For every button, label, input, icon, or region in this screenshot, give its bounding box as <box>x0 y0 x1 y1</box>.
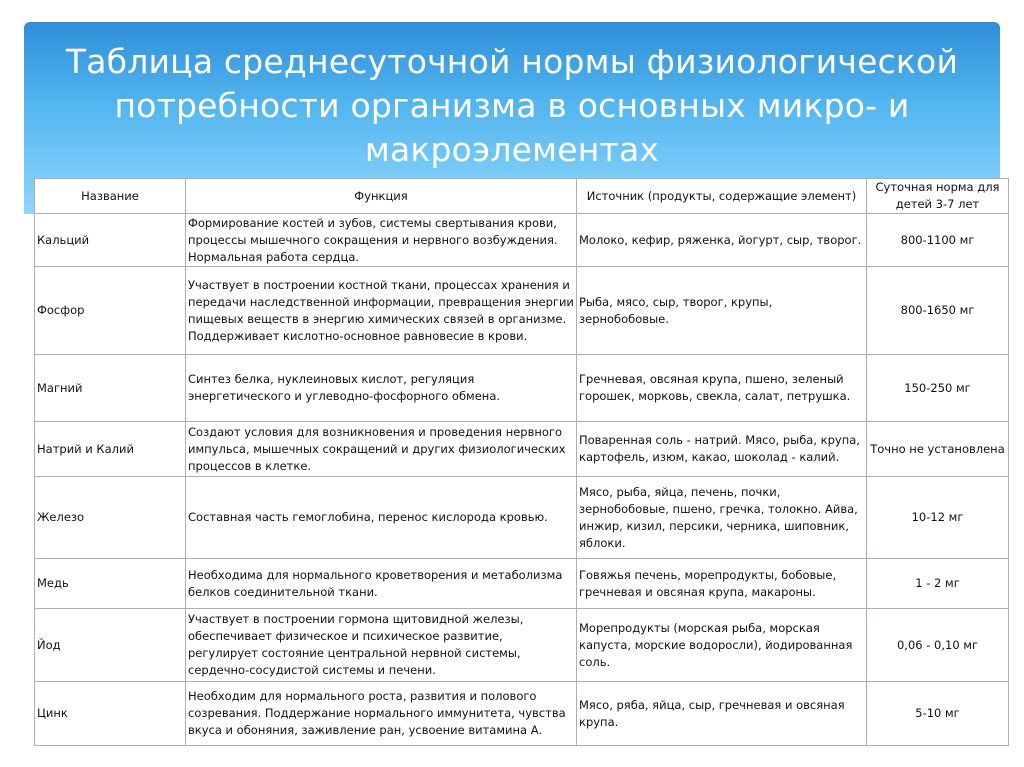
cell-function: Необходима для нормального кроветворения и метаболизма белков соединительной ткани. <box>186 559 577 609</box>
cell-norm: 150-250 мг <box>867 355 1009 422</box>
elements-table <box>34 178 1009 746</box>
cell-name: Магний <box>35 355 186 422</box>
cell-function: Синтез белка, нуклеиновых кислот, регуляция энергетического и углеводно-фосфорного обмена. <box>186 355 577 422</box>
cell-function: Необходим для нормального роста, развития и полового созревания. Поддержание нормального иммунитета, чувства вкуса и обоняния, заживление ран, усвоение витамина А. <box>186 682 577 746</box>
cell-norm: 1 - 2 мг <box>867 559 1009 609</box>
table-header-row <box>35 179 1009 214</box>
table-row <box>35 609 1009 682</box>
table-row <box>35 682 1009 746</box>
cell-source: Рыба, мясо, сыр, творог, крупы, зернобобовые. <box>577 267 867 355</box>
table-row <box>35 355 1009 422</box>
cell-source: Молоко, кефир, ряженка, йогурт, сыр, творог. <box>577 214 867 267</box>
table-row <box>35 477 1009 559</box>
cell-function: Создают условия для возникновения и проведения нервного импульса, мышечных сокращений и других физиологических процессов в клетке. <box>186 422 577 477</box>
cell-source: Говяжья печень, морепродукты, бобовые, гречневая и овсяная крупа, макароны. <box>577 559 867 609</box>
cell-name: Йод <box>35 609 186 682</box>
header-norm: Суточная норма для детей 3-7 лет <box>867 179 1009 214</box>
cell-norm: 800-1650 мг <box>867 267 1009 355</box>
cell-norm: Точно не установлена <box>867 422 1009 477</box>
cell-source: Мясо, ряба, яйца, сыр, гречневая и овсяная крупа. <box>577 682 867 746</box>
cell-name: Железо <box>35 477 186 559</box>
header-name: Название <box>35 179 186 214</box>
table-row <box>35 422 1009 477</box>
cell-source: Поваренная соль - натрий. Мясо, рыба, крупа, картофель, изюм, какао, шоколад - калий. <box>577 422 867 477</box>
header-source: Источник (продукты, содержащие элемент) <box>577 179 867 214</box>
cell-norm: 800-1100 мг <box>867 214 1009 267</box>
cell-name: Цинк <box>35 682 186 746</box>
cell-source: Гречневая, овсяная крупа, пшено, зеленый горошек, морковь, свекла, салат, петрушка. <box>577 355 867 422</box>
cell-name: Натрий и Калий <box>35 422 186 477</box>
cell-norm: 0,06 - 0,10 мг <box>867 609 1009 682</box>
cell-name: Фосфор <box>35 267 186 355</box>
cell-source: Морепродукты (морская рыба, морская капуста, морские водоросли), йодированная соль. <box>577 609 867 682</box>
cell-function: Формирование костей и зубов, системы свертывания крови, процессы мышечного сокращения и нервного возбуждения. Нормальная работа сердца. <box>186 214 577 267</box>
table-row <box>35 559 1009 609</box>
cell-function: Участвует в построении гормона щитовидной железы, обеспечивает физическое и психическое развитие, регулирует состояние центральной нервной системы, сердечно-сосудистой системы и печени. <box>186 609 577 682</box>
cell-name: Медь <box>35 559 186 609</box>
cell-function: Составная часть гемоглобина, перенос кислорода кровью. <box>186 477 577 559</box>
cell-norm: 5-10 мг <box>867 682 1009 746</box>
cell-norm: 10-12 мг <box>867 477 1009 559</box>
header-function: Функция <box>186 179 577 214</box>
slide-title: Таблица среднесуточной нормы физиологической потребности организма в основных микро- и макроэлементах <box>65 42 959 169</box>
table-row <box>35 214 1009 267</box>
cell-name: Кальций <box>35 214 186 267</box>
cell-function: Участвует в построении костной ткани, процессах хранения и передачи наследственной информации, превращения энергии пищевых веществ в энергию химических связей в организме. Поддерживает кислотно-основное равновесие в крови. <box>186 267 577 355</box>
cell-source: Мясо, рыба, яйца, печень, почки, зернобобовые, пшено, гречка, толокно. Айва, инжир, кизил, персики, черника, шиповник, яблоки. <box>577 477 867 559</box>
table-row <box>35 267 1009 355</box>
